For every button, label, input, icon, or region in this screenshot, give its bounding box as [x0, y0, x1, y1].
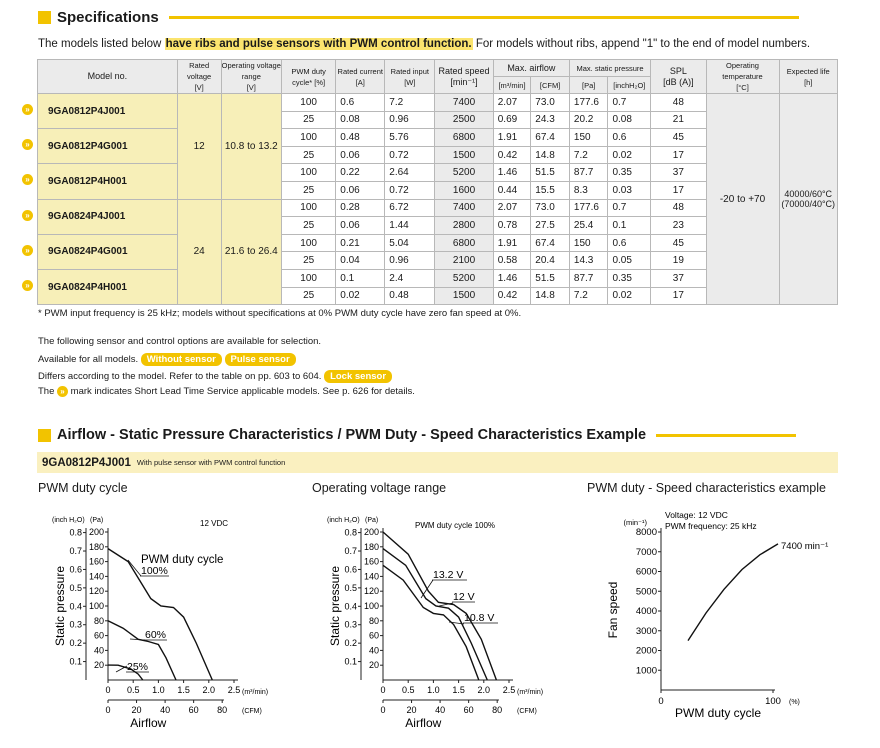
- cell-7: 0.6: [608, 129, 651, 147]
- chart-title-voltage: Operating voltage range: [312, 481, 447, 495]
- cell-0: 25: [282, 287, 336, 305]
- cell-6: 150: [569, 129, 608, 147]
- th-airflow-cfm: [CFM]: [531, 77, 570, 94]
- y-tick-label-pa: 120: [363, 586, 379, 597]
- y-tick-label-pa: 100: [88, 601, 104, 611]
- intro-after: For models without ribs, append "1" to the end of model numbers.: [472, 38, 811, 50]
- y-tick-label-inch: 0.7: [344, 546, 357, 557]
- th-spl: SPL [dB (A)]: [651, 60, 706, 94]
- units-pa: (Pa): [90, 517, 104, 524]
- cell-2: 0.72: [385, 146, 435, 164]
- y-tick-label-pa: 40: [368, 645, 379, 656]
- cell-1: 0.06: [336, 146, 385, 164]
- cell-0: 100: [282, 129, 336, 147]
- mark-before: The: [38, 386, 55, 398]
- model-cell: 9GA0812P4G001: [38, 129, 178, 164]
- cell-3: 6800: [435, 129, 493, 147]
- differs-text: Differs according to the model. Refer to the table on pp. 603 to 604.: [38, 371, 322, 382]
- x-tick-label-cfm: 40: [435, 705, 446, 715]
- cell-4: 2.07: [493, 199, 531, 217]
- y-tick-label-pa: 180: [88, 541, 104, 552]
- short-lead-time-icon: »: [22, 245, 33, 256]
- th-pwm: PWM duty cycle* [%]: [282, 60, 336, 94]
- th-pressure-pa: [Pa]: [569, 77, 608, 94]
- cell-8: 17: [651, 181, 706, 199]
- x-axis-label: Airflow: [130, 716, 167, 730]
- cell-2: 5.76: [385, 129, 435, 147]
- th-pressure: Max. static pressure: [569, 60, 650, 77]
- units-inch: (inch H₂O): [52, 517, 85, 524]
- intro-highlight: have ribs and pulse sensors with PWM control function.: [165, 38, 472, 50]
- cell-6: 7.2: [569, 287, 608, 305]
- cell-0: 100: [282, 164, 336, 182]
- short-lead-time-icon: »: [22, 210, 33, 221]
- cell-1: 0.06: [336, 217, 385, 235]
- available-all-text: Available for all models.: [38, 354, 139, 365]
- th-rated-voltage: Rated voltage [V]: [177, 60, 221, 94]
- cell-8: 45: [651, 129, 706, 147]
- short-lead-time-icon: »: [57, 386, 68, 397]
- x-tick-label-m3: 1.5: [177, 685, 190, 695]
- x-tick-label-cfm: 80: [492, 705, 503, 715]
- cell-7: 0.35: [608, 269, 651, 287]
- cell-6: 87.7: [569, 269, 608, 287]
- x-tick-label-m3: 2.0: [202, 685, 216, 695]
- y-tick-label-pa: 140: [363, 571, 379, 582]
- cell-4: 0.58: [493, 252, 531, 270]
- x-unit-cfm: (CFM): [517, 708, 537, 715]
- chart-condition: PWM frequency: 25 kHz: [665, 521, 757, 531]
- band-model: 9GA0812P4J001: [42, 456, 131, 469]
- cell-4: 1.46: [493, 269, 531, 287]
- cell-4: 0.42: [493, 146, 531, 164]
- cell-5: 14.8: [531, 287, 570, 305]
- chart-section-title: Airflow - Static Pressure Characteristics / PWM Duty - Speed Characteristics Example: [57, 427, 647, 443]
- y-tick-label-pa: 20: [368, 660, 379, 671]
- x-tick-label-cfm: 20: [406, 705, 417, 715]
- cell-4: 0.44: [493, 181, 531, 199]
- cell-8: 48: [651, 94, 706, 112]
- x-tick-label-cfm: 80: [217, 705, 228, 715]
- cell-3: 6800: [435, 234, 493, 252]
- cell-1: 0.08: [336, 111, 385, 129]
- x-tick-label: 100: [765, 696, 781, 707]
- x-tick-label-m3: 2.0: [477, 685, 491, 695]
- th-airflow: Max. airflow: [493, 60, 569, 77]
- cell-6: 20.2: [569, 111, 608, 129]
- cell-1: 0.28: [336, 199, 385, 217]
- x-tick-label-cfm: 60: [463, 705, 474, 715]
- y-tick-label-inch: 0.2: [69, 638, 82, 649]
- y-tick-label-inch: 0.6: [344, 564, 357, 575]
- cell-3: 2500: [435, 111, 493, 129]
- model-cell: 9GA0824P4G001: [38, 234, 178, 269]
- y-tick-label-inch: 0.5: [344, 582, 357, 593]
- cell-5: 67.4: [531, 129, 570, 147]
- cell-0: 25: [282, 217, 336, 235]
- rated-voltage-cell: 24: [177, 199, 221, 305]
- cell-8: 48: [651, 199, 706, 217]
- y-tick-label-inch: 0.3: [69, 619, 82, 630]
- series-label: 100%: [141, 565, 168, 577]
- op-voltage-cell: 10.8 to 13.2: [221, 94, 281, 200]
- cell-5: 27.5: [531, 217, 570, 235]
- cell-1: 0.02: [336, 287, 385, 305]
- chart-title-pwm: PWM duty cycle: [38, 481, 128, 495]
- y-tick-label-pa: 20: [93, 660, 104, 671]
- series-label: 25%: [127, 661, 149, 673]
- th-current: Rated current [A]: [336, 60, 385, 94]
- cell-1: 0.06: [336, 181, 385, 199]
- y-tick-label: 7000: [635, 546, 657, 558]
- y-axis-label: Fan speed: [606, 581, 620, 639]
- y-tick-label: 1000: [635, 665, 657, 677]
- cell-5: 24.3: [531, 111, 570, 129]
- cell-2: 7.2: [385, 94, 435, 112]
- cell-4: 0.78: [493, 217, 531, 235]
- op-temp-cell: -20 to +70: [706, 94, 779, 305]
- y-tick-label-pa: 100: [363, 601, 379, 611]
- y-axis-label: Static pressure: [328, 565, 342, 647]
- tag-without-sensor: Without sensor: [141, 353, 222, 366]
- cell-3: 2800: [435, 217, 493, 235]
- x-tick-label-cfm: 20: [131, 705, 142, 715]
- chart-condition: Voltage: 12 VDC: [665, 510, 728, 520]
- x-tick-label-m3: 0.5: [401, 685, 415, 695]
- cell-5: 51.5: [531, 164, 570, 182]
- short-lead-time-icon: »: [22, 139, 33, 150]
- intro-before: The models listed below: [38, 38, 165, 50]
- series-label: 13.2 V: [433, 569, 464, 581]
- cell-7: 0.7: [608, 94, 651, 112]
- y-tick-label: 6000: [635, 566, 657, 578]
- th-op-temp: Operating temperature [°C]: [706, 60, 779, 94]
- chart-title-speed: PWM duty - Speed characteristics example: [587, 481, 826, 495]
- x-unit: (%): [789, 699, 800, 706]
- cell-6: 150: [569, 234, 608, 252]
- x-axis-label: PWM duty cycle: [674, 706, 762, 720]
- cell-6: 7.2: [569, 146, 608, 164]
- x-tick-label-m3: 1.5: [452, 685, 465, 695]
- x-tick-label-m3: 0.5: [126, 685, 140, 695]
- series-line: [688, 544, 778, 641]
- cell-5: 15.5: [531, 181, 570, 199]
- y-tick-label: 2000: [635, 645, 657, 657]
- cell-0: 25: [282, 111, 336, 129]
- rated-voltage-cell: 12: [177, 94, 221, 200]
- x-tick-label-m3: 1.0: [152, 685, 165, 695]
- short-lead-time-icon: »: [22, 280, 33, 291]
- th-airflow-m3: [m³/min]: [493, 77, 531, 94]
- band-sub: With pulse sensor with PWM control function: [136, 458, 286, 467]
- short-lead-time-icon: »: [22, 104, 33, 115]
- cell-8: 19: [651, 252, 706, 270]
- series-label: 10.8 V: [464, 612, 495, 624]
- cell-8: 17: [651, 146, 706, 164]
- units-inch: (inch H₂O): [327, 517, 360, 524]
- short-lead-time-icon: »: [22, 174, 33, 185]
- cell-5: 14.8: [531, 146, 570, 164]
- cell-2: 0.72: [385, 181, 435, 199]
- x-tick-label-cfm: 40: [160, 705, 171, 715]
- y-tick-label-inch: 0.6: [69, 564, 82, 575]
- x-tick-label-cfm: 60: [188, 705, 199, 715]
- cell-3: 7400: [435, 94, 493, 112]
- cell-2: 2.4: [385, 269, 435, 287]
- x-tick-label-m3: 2.5: [227, 685, 241, 695]
- cell-7: 0.08: [608, 111, 651, 129]
- cell-4: 0.42: [493, 287, 531, 305]
- series-group-label: PWM duty cycle: [141, 554, 224, 566]
- y-tick-label-pa: 140: [88, 571, 104, 582]
- cell-7: 0.1: [608, 217, 651, 235]
- x-unit-m3: (m³/min): [242, 689, 269, 696]
- cell-8: 23: [651, 217, 706, 235]
- y-tick-label-pa: 200: [88, 527, 104, 537]
- cell-8: 21: [651, 111, 706, 129]
- th-op-voltage: Operating voltage range [V]: [221, 61, 281, 92]
- cell-4: 0.69: [493, 111, 531, 129]
- y-tick-label-pa: 60: [368, 630, 379, 641]
- x-unit-m3: (m³/min): [517, 689, 544, 696]
- end-label: 7400 min⁻¹: [781, 541, 829, 552]
- tag-pulse-sensor: Pulse sensor: [225, 353, 296, 366]
- cell-6: 8.3: [569, 181, 608, 199]
- cell-3: 1600: [435, 181, 493, 199]
- y-tick-label-pa: 180: [363, 541, 379, 552]
- cell-2: 0.96: [385, 111, 435, 129]
- cell-6: 14.3: [569, 252, 608, 270]
- cell-4: 1.91: [493, 234, 531, 252]
- model-cell: 9GA0812P4H001: [38, 164, 178, 199]
- cell-2: 1.44: [385, 217, 435, 235]
- y-tick-label: 5000: [635, 586, 657, 598]
- y-tick-label-pa: 200: [363, 527, 379, 537]
- y-tick-label-pa: 120: [88, 586, 104, 597]
- th-input: Rated input [W]: [385, 60, 435, 94]
- y-tick-label-inch: 0.2: [344, 638, 357, 649]
- cell-1: 0.48: [336, 129, 385, 147]
- y-tick-label-pa: 160: [363, 556, 379, 567]
- cell-0: 100: [282, 234, 336, 252]
- y-tick-label-inch: 0.8: [69, 527, 82, 538]
- y-tick-label-inch: 0.4: [344, 601, 357, 612]
- cell-5: 20.4: [531, 252, 570, 270]
- cell-0: 25: [282, 181, 336, 199]
- tag-lock-sensor: Lock sensor: [324, 370, 392, 383]
- cell-1: 0.22: [336, 164, 385, 182]
- cell-8: 37: [651, 269, 706, 287]
- y-tick-label: 3000: [635, 625, 657, 637]
- cell-2: 0.96: [385, 252, 435, 270]
- th-pressure-inch: [inchH₂O]: [608, 77, 651, 94]
- cell-6: 177.6: [569, 94, 608, 112]
- y-tick-label-inch: 0.5: [69, 582, 82, 593]
- cell-2: 2.64: [385, 164, 435, 182]
- series-leader: [128, 560, 141, 576]
- cell-7: 0.7: [608, 199, 651, 217]
- cell-7: 0.02: [608, 146, 651, 164]
- x-tick-label-m3: 0: [380, 685, 386, 695]
- cell-3: 7400: [435, 199, 493, 217]
- cell-4: 1.46: [493, 164, 531, 182]
- cell-3: 2100: [435, 252, 493, 270]
- cell-7: 0.6: [608, 234, 651, 252]
- options-intro: The following sensor and control options are available for selection.: [38, 336, 322, 347]
- cell-7: 0.02: [608, 287, 651, 305]
- cell-3: 5200: [435, 269, 493, 287]
- cell-1: 0.04: [336, 252, 385, 270]
- x-tick-label-m3: 2.5: [502, 685, 516, 695]
- cell-0: 100: [282, 199, 336, 217]
- cell-5: 73.0: [531, 199, 570, 217]
- y-tick-label-inch: 0.4: [69, 601, 82, 612]
- section-title: Specifications: [57, 9, 159, 26]
- cell-1: 0.21: [336, 234, 385, 252]
- units-pa: (Pa): [365, 517, 379, 524]
- x-tick-label-cfm: 0: [105, 705, 111, 715]
- x-tick-label-m3: 0: [105, 685, 111, 695]
- cell-6: 25.4: [569, 217, 608, 235]
- cell-2: 5.04: [385, 234, 435, 252]
- cell-3: 1500: [435, 146, 493, 164]
- cell-0: 100: [282, 269, 336, 287]
- chart-condition: 12 VDC: [200, 519, 229, 528]
- cell-0: 25: [282, 252, 336, 270]
- cell-3: 1500: [435, 287, 493, 305]
- cell-2: 6.72: [385, 199, 435, 217]
- th-life: Expected life [h]: [779, 60, 838, 94]
- cell-1: 0.1: [336, 269, 385, 287]
- cell-3: 5200: [435, 164, 493, 182]
- y-tick-label-pa: 80: [368, 615, 379, 626]
- pwm-note: * PWM input frequency is 25 kHz; models without specifications at 0% PWM duty cycle have zero fan speed at 0%.: [38, 308, 522, 319]
- cell-7: 0.03: [608, 181, 651, 199]
- model-cell: 9GA0824P4H001: [38, 269, 178, 304]
- cell-8: 45: [651, 234, 706, 252]
- chart-condition: PWM duty cycle 100%: [415, 521, 496, 530]
- y-unit: (min⁻¹): [623, 518, 647, 527]
- cell-6: 87.7: [569, 164, 608, 182]
- x-unit-cfm: (CFM): [242, 708, 262, 715]
- y-tick-label-inch: 0.8: [344, 527, 357, 538]
- cell-5: 73.0: [531, 94, 570, 112]
- x-tick-label: 0: [658, 696, 664, 707]
- model-cell: 9GA0824P4J001: [38, 199, 178, 234]
- y-tick-label-pa: 60: [93, 630, 104, 641]
- y-tick-label-inch: 0.7: [69, 546, 82, 557]
- cell-5: 51.5: [531, 269, 570, 287]
- cell-6: 177.6: [569, 199, 608, 217]
- y-tick-label-pa: 160: [88, 556, 104, 567]
- y-tick-label-inch: 0.1: [69, 656, 82, 667]
- cell-0: 100: [282, 94, 336, 112]
- cell-2: 0.48: [385, 287, 435, 305]
- model-cell: 9GA0812P4J001: [38, 94, 178, 129]
- cell-7: 0.05: [608, 252, 651, 270]
- y-tick-label-inch: 0.3: [344, 619, 357, 630]
- th-model: Model no.: [38, 60, 178, 94]
- life-cell: 40000/60°C (70000/40°C): [779, 94, 838, 305]
- x-axis-label: Airflow: [405, 716, 442, 730]
- series-leader: [130, 639, 145, 640]
- mark-after: mark indicates Short Lead Time Service applicable models. See p. 626 for details.: [70, 386, 415, 398]
- cell-7: 0.35: [608, 164, 651, 182]
- cell-1: 0.6: [336, 94, 385, 112]
- cell-0: 25: [282, 146, 336, 164]
- x-tick-label-m3: 1.0: [427, 685, 440, 695]
- x-tick-label-cfm: 0: [380, 705, 386, 715]
- cell-8: 37: [651, 164, 706, 182]
- y-tick-label: 4000: [635, 606, 657, 617]
- y-tick-label-pa: 40: [93, 645, 104, 656]
- y-tick-label: 8000: [635, 527, 657, 538]
- th-speed: Rated speed [min⁻¹]: [435, 60, 493, 94]
- cell-4: 1.91: [493, 129, 531, 147]
- y-tick-label-inch: 0.1: [344, 656, 357, 667]
- y-axis-label: Static pressure: [53, 565, 67, 647]
- series-label: 12 V: [453, 591, 475, 603]
- cell-5: 67.4: [531, 234, 570, 252]
- series-label: 60%: [145, 629, 167, 641]
- cell-8: 17: [651, 287, 706, 305]
- op-voltage-cell: 21.6 to 26.4: [221, 199, 281, 305]
- cell-4: 2.07: [493, 94, 531, 112]
- y-tick-label-pa: 80: [93, 615, 104, 626]
